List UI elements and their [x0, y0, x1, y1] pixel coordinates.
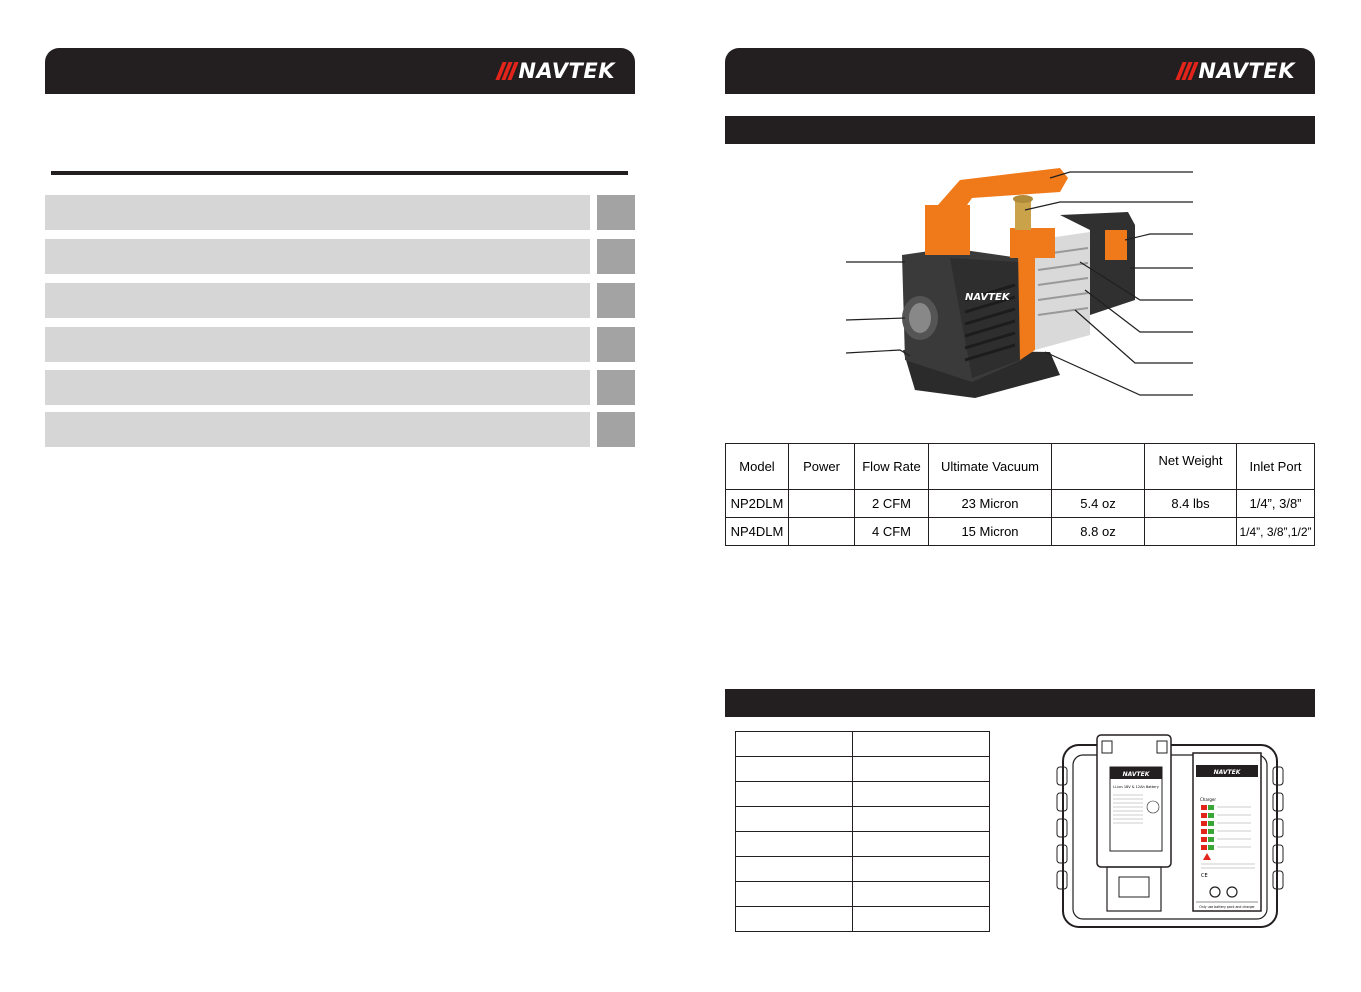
- charger-bottom-text: Only use battery pack and charger: [1199, 905, 1255, 909]
- battery-spec-table: [735, 731, 990, 932]
- spec-header-model: Model: [726, 444, 789, 490]
- battery-brand: NAVTEK: [1122, 771, 1150, 778]
- brass-valve-icon: [1015, 200, 1031, 230]
- spec-cell: 8.4 lbs: [1145, 490, 1237, 518]
- spec-cell: NP2DLM: [726, 490, 789, 518]
- spec-header-net-weight: Net Weight: [1145, 444, 1237, 490]
- spec-header-ultimate-vacuum: Ultimate Vacuum: [929, 444, 1052, 490]
- spec-cell: [789, 490, 855, 518]
- spec-cell: 8.8 oz: [1052, 518, 1145, 546]
- spec-cell: [1145, 518, 1237, 546]
- spec-table-header-row: [726, 444, 1315, 490]
- table-row: [736, 857, 990, 882]
- spec-header-power: Power: [789, 444, 855, 490]
- table-row: [736, 907, 990, 932]
- vacuum-pump-illustration: [0, 0, 1361, 440]
- spec-cell: 1/4”, 3/8”,1/2”: [1237, 518, 1315, 546]
- table-row: [736, 782, 990, 807]
- pump-brand-label: NAVTEK: [965, 292, 1010, 303]
- spec-table: [725, 443, 1315, 546]
- table-row: [736, 732, 990, 757]
- battery-display-icon: [1105, 230, 1127, 260]
- spec-cell: 1/4”, 3/8”: [1237, 490, 1315, 518]
- table-row: [736, 882, 990, 907]
- logo-text: NAVTEK: [518, 59, 615, 83]
- orange-side-plate: [1018, 248, 1035, 360]
- carry-handle: [938, 168, 1068, 215]
- table-row: [736, 757, 990, 782]
- spec-cell: 5.4 oz: [1052, 490, 1145, 518]
- callout-lines-left: [846, 262, 910, 356]
- spec-header-inlet-port: Inlet Port: [1237, 444, 1315, 490]
- spec-cell: NP4DLM: [726, 518, 789, 546]
- spec-cell: 23 Micron: [929, 490, 1052, 518]
- spec-header-oil-capacity: [1052, 444, 1145, 490]
- spec-header-flow-rate: Flow Rate: [855, 444, 929, 490]
- orange-handle-mount: [925, 205, 970, 255]
- logo-text: NAVTEK: [1198, 59, 1295, 83]
- charger-title: Charger: [1200, 797, 1216, 802]
- ce-mark: CE: [1201, 873, 1208, 879]
- battery-title: Li-ion 18V & 12Ah Battery: [1113, 785, 1159, 789]
- spec-cell: 15 Micron: [929, 518, 1052, 546]
- table-row: [726, 490, 1315, 518]
- spec-cell: [789, 518, 855, 546]
- battery-charger-illustration: [1055, 727, 1285, 929]
- spec-cell: 4 CFM: [855, 518, 929, 546]
- table-row: [736, 807, 990, 832]
- table-row: [726, 518, 1315, 546]
- battery-label: [1110, 767, 1162, 851]
- section-bar-battery-charger: [725, 689, 1315, 717]
- table-row: [736, 832, 990, 857]
- orange-top-block: [1010, 228, 1055, 258]
- charger-brand: NAVTEK: [1213, 769, 1241, 776]
- spec-cell: 2 CFM: [855, 490, 929, 518]
